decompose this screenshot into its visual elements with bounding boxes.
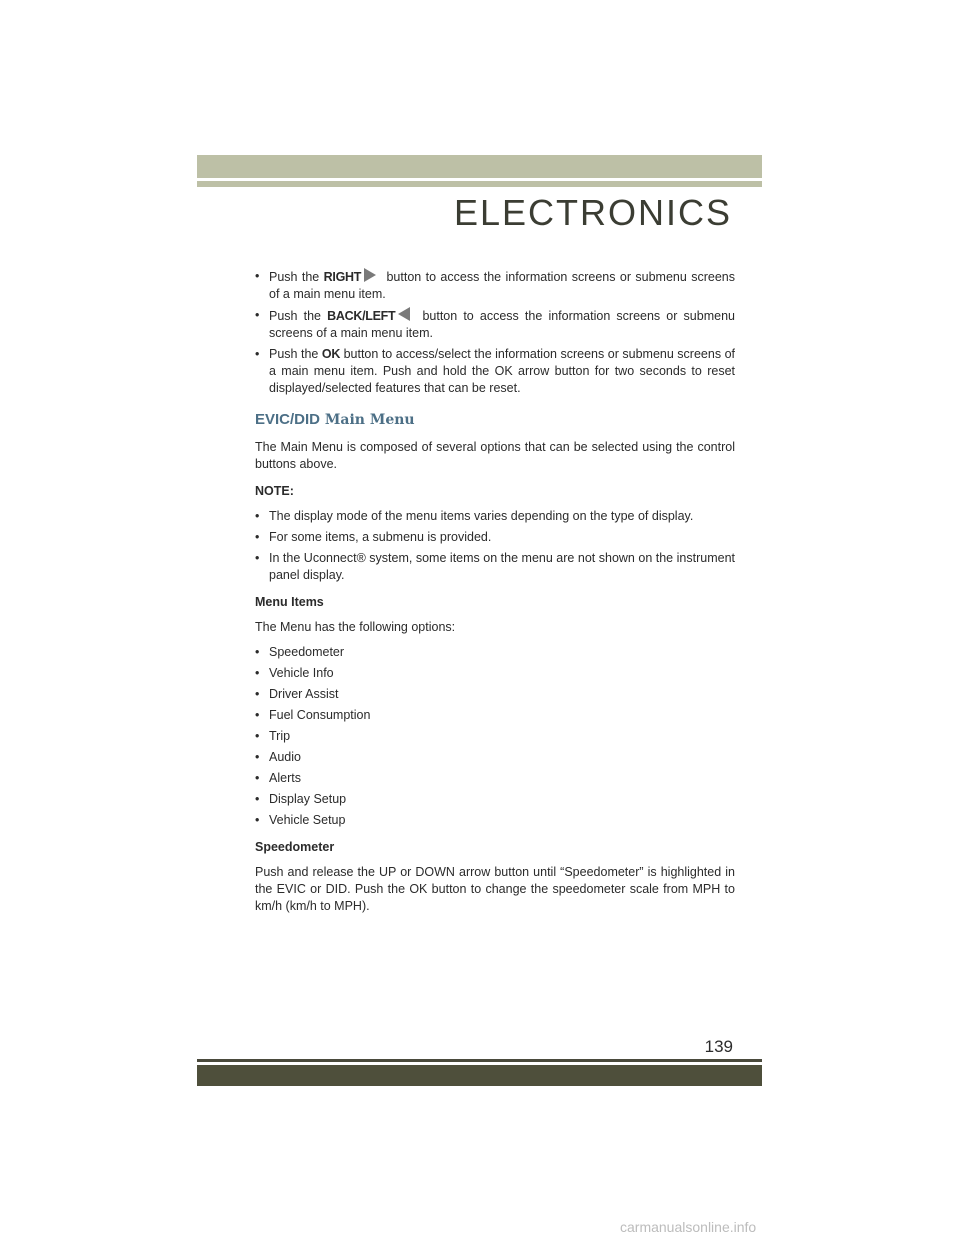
bullet-dot: • bbox=[255, 308, 260, 322]
menu-item: • Audio bbox=[255, 750, 301, 764]
instruction-bullet-ok: • Push the OK button to access/select the information screens or submenu screens of a main menu item. Push and hold the OK arrow button for two seconds to reset displayed/selected features that can be reset. bbox=[255, 347, 735, 395]
bullet-dot: • bbox=[255, 666, 260, 680]
menu-item: • Vehicle Info bbox=[255, 666, 334, 680]
instruction-bullet-right: • Push the RIGHT button to access the information screens or submenu screens of a main menu item. bbox=[255, 269, 735, 301]
speedometer-label: Speedometer bbox=[255, 840, 335, 854]
bullet-dot: • bbox=[255, 347, 260, 361]
footer-band bbox=[197, 1065, 762, 1086]
main-menu-heading: EVIC/DID Main Menu bbox=[255, 411, 415, 428]
bullet-dot: • bbox=[255, 750, 260, 764]
header-band bbox=[197, 155, 762, 178]
bullet-dot: • bbox=[255, 645, 260, 659]
menu-item: • Driver Assist bbox=[255, 687, 339, 701]
note-bullet: • In the Uconnect® system, some items on the menu are not shown on the instrument panel display. bbox=[255, 551, 735, 582]
left-arrow-icon bbox=[398, 307, 410, 321]
menu-item: • Vehicle Setup bbox=[255, 813, 346, 827]
menu-item: • Display Setup bbox=[255, 792, 347, 806]
bullet-dot: • bbox=[255, 771, 260, 785]
note-bullet: • For some items, a submenu is provided. bbox=[255, 530, 492, 544]
bullet-dot: • bbox=[255, 813, 260, 827]
menu-item: • Trip bbox=[255, 729, 291, 743]
bullet-dot: • bbox=[255, 551, 260, 565]
ok-button-label: OK bbox=[321, 347, 341, 361]
menu-item: • Fuel Consumption bbox=[255, 708, 371, 722]
watermark: carmanualsonline.info bbox=[620, 1219, 757, 1235]
bullet-dot: • bbox=[255, 792, 260, 806]
bullet-dot: • bbox=[255, 509, 260, 523]
menu-items-intro: The Menu has the following options: bbox=[255, 620, 456, 634]
instruction-bullet-back-left: • Push the BACK/LEFT button to access the information screens or submenu screens of a main menu item. bbox=[255, 308, 735, 340]
footer-rule bbox=[197, 1059, 762, 1062]
back-left-button-label: BACK/LEFT bbox=[327, 309, 396, 323]
note-label: NOTE: bbox=[255, 484, 294, 498]
bullet-dot: • bbox=[255, 269, 260, 283]
right-arrow-icon bbox=[364, 268, 376, 282]
note-bullet: • The display mode of the menu items varies depending on the type of display. bbox=[255, 509, 694, 523]
page-number: 139 bbox=[704, 1037, 733, 1056]
page-content bbox=[255, 268, 735, 923]
bullet-dot: • bbox=[255, 729, 260, 743]
menu-item: • Speedometer bbox=[255, 645, 345, 659]
bullet-dot: • bbox=[255, 708, 260, 722]
right-button-label: RIGHT bbox=[323, 270, 362, 284]
menu-item: • Alerts bbox=[255, 771, 301, 785]
bullet-dot: • bbox=[255, 530, 260, 544]
header-rule bbox=[197, 181, 762, 187]
main-menu-paragraph: The Main Menu is composed of several options that can be selected using the control buttons above. bbox=[255, 440, 735, 471]
bullet-dot: • bbox=[255, 687, 260, 701]
section-title: ELECTRONICS bbox=[453, 192, 732, 233]
speedometer-paragraph: Push and release the UP or DOWN arrow button until “Speedometer” is highlighted in the EVIC or DID. Push the OK button to change the speedometer scale from MPH to km/h (km/h to MPH). bbox=[255, 865, 735, 913]
menu-items-label: Menu Items bbox=[255, 595, 324, 609]
